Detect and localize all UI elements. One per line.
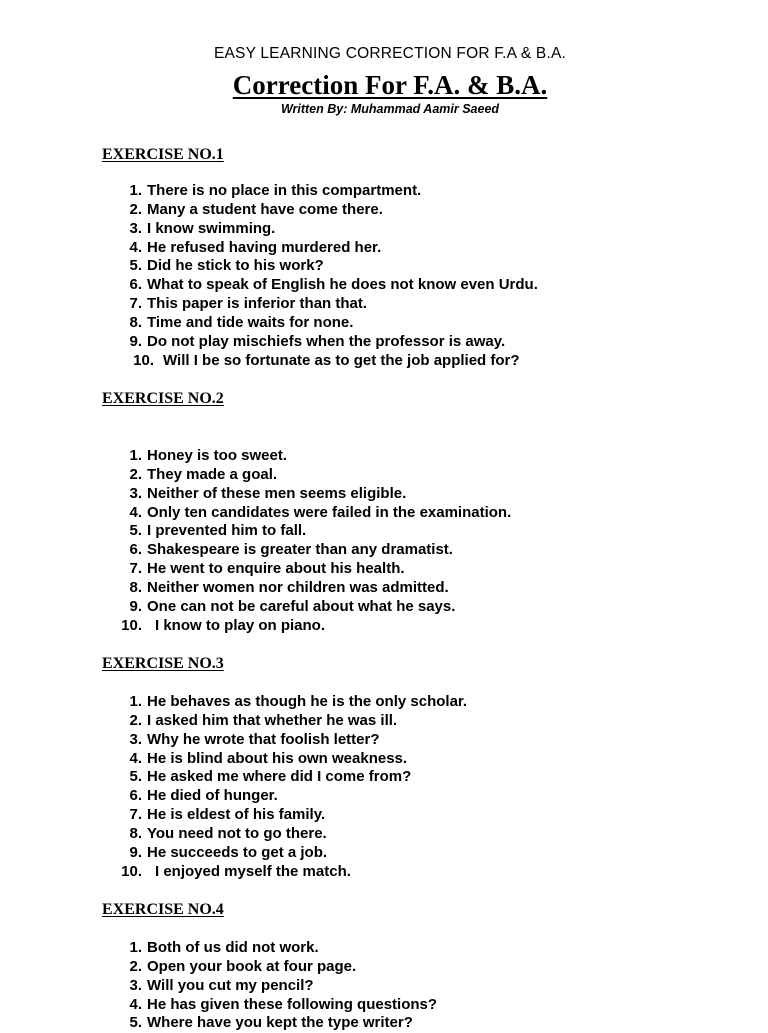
item-text: What to speak of English he does not know even Urdu. xyxy=(147,276,538,294)
item-number: 4. xyxy=(129,503,142,521)
item-text: He is eldest of his family. xyxy=(147,806,326,824)
list-item xyxy=(0,996,768,1015)
item-number: 3. xyxy=(129,219,142,237)
exercise-list xyxy=(0,182,768,370)
list-item xyxy=(0,257,768,276)
list-item xyxy=(0,693,768,712)
item-text: Both of us did not work. xyxy=(147,939,319,956)
item-number: 2. xyxy=(129,957,142,975)
item-text: He has given these following questions? xyxy=(147,995,438,1013)
item-number: 1. xyxy=(129,182,142,199)
item-number: 9. xyxy=(129,843,142,861)
item-text: Will I be so fortunate as to get the job applied for? xyxy=(163,351,520,369)
list-item xyxy=(0,239,768,258)
list-item xyxy=(0,825,768,844)
item-text: Time and tide waits for none. xyxy=(147,313,354,331)
item-text: They made a goal. xyxy=(147,465,278,483)
item-text: This paper is inferior than that. xyxy=(147,295,368,313)
list-item xyxy=(0,844,768,863)
item-number: 1. xyxy=(129,693,142,710)
item-number: 6. xyxy=(129,541,142,559)
item-text: I know swimming. xyxy=(147,219,276,237)
exercise-list xyxy=(0,939,768,1033)
item-number: 5. xyxy=(129,768,142,786)
exercise-heading: EXERCISE NO.1 xyxy=(102,146,224,163)
item-number: 10. xyxy=(121,862,142,880)
list-item xyxy=(0,504,768,523)
item-number: 7. xyxy=(129,295,142,313)
item-number: 2. xyxy=(129,711,142,729)
item-number: 9. xyxy=(129,332,142,350)
item-number: 4. xyxy=(129,995,142,1013)
item-text: Open your book at four page. xyxy=(147,957,357,975)
list-item xyxy=(0,485,768,504)
item-text: Why he wrote that foolish letter? xyxy=(147,730,380,748)
item-text: Do not play mischiefs when the professor is away. xyxy=(147,332,506,350)
item-text: He behaves as though he is the only scholar. xyxy=(147,693,468,710)
list-item xyxy=(0,731,768,750)
list-item xyxy=(0,182,768,201)
list-item xyxy=(0,220,768,239)
list-item xyxy=(0,314,768,333)
series-title: EASY LEARNING CORRECTION FOR F.A & B.A. xyxy=(213,45,567,62)
item-number: 5. xyxy=(129,522,142,540)
exercise-list xyxy=(0,447,768,635)
item-text: I know to play on piano. xyxy=(155,616,326,634)
item-number: 3. xyxy=(129,730,142,748)
item-text: Many a student have come there. xyxy=(147,200,383,218)
item-text: Only ten candidates were failed in the examination. xyxy=(147,503,512,521)
item-number: 8. xyxy=(129,578,142,596)
list-item xyxy=(0,806,768,825)
item-number: 2. xyxy=(129,465,142,483)
item-text: Neither women nor children was admitted. xyxy=(147,578,449,596)
item-number: 8. xyxy=(129,313,142,331)
item-number: 7. xyxy=(129,560,142,578)
author-line: Written By: Muhammad Aamir Saeed xyxy=(280,102,500,116)
item-text: You need not to go there. xyxy=(147,824,327,842)
exercise-heading: EXERCISE NO.4 xyxy=(102,901,224,918)
item-text: He succeeds to get a job. xyxy=(147,843,328,861)
list-item xyxy=(0,352,768,371)
list-item xyxy=(0,447,768,466)
item-number: 10. xyxy=(133,351,154,369)
item-text: He went to enquire about his health. xyxy=(147,560,405,578)
item-text: Honey is too sweet. xyxy=(147,447,288,464)
item-text: He is blind about his own weakness. xyxy=(147,749,408,767)
item-number: 5. xyxy=(129,257,142,275)
item-number: 6. xyxy=(129,787,142,805)
exercise-heading: EXERCISE NO.2 xyxy=(102,390,224,407)
list-item xyxy=(0,977,768,996)
list-item xyxy=(0,958,768,977)
list-item xyxy=(0,466,768,485)
list-item xyxy=(0,333,768,352)
item-text: Neither of these men seems eligible. xyxy=(147,484,407,502)
item-number: 4. xyxy=(129,238,142,256)
page-title: Correction For F.A. & B.A. xyxy=(232,70,548,100)
exercise-heading: EXERCISE NO.3 xyxy=(102,655,224,672)
item-number: 1. xyxy=(129,447,142,464)
list-item xyxy=(0,579,768,598)
item-number: 5. xyxy=(129,1014,142,1032)
list-item xyxy=(0,750,768,769)
item-text: I asked him that whether he was ill. xyxy=(147,711,398,729)
item-text: Shakespeare is greater than any dramatist. xyxy=(147,541,453,559)
item-number: 10. xyxy=(121,616,142,634)
list-item xyxy=(0,201,768,220)
item-number: 9. xyxy=(129,597,142,615)
list-item xyxy=(0,276,768,295)
list-item xyxy=(0,617,768,636)
list-item xyxy=(0,598,768,617)
item-text: There is no place in this compartment. xyxy=(147,182,422,199)
item-text: I prevented him to fall. xyxy=(147,522,307,540)
item-number: 2. xyxy=(129,200,142,218)
item-text: He refused having murdered her. xyxy=(147,238,382,256)
item-number: 6. xyxy=(129,276,142,294)
item-number: 3. xyxy=(129,484,142,502)
list-item xyxy=(0,939,768,958)
list-item xyxy=(0,787,768,806)
item-text: Will you cut my pencil? xyxy=(147,976,314,994)
list-item xyxy=(0,712,768,731)
item-text: Where have you kept the type writer? xyxy=(147,1014,413,1032)
list-item xyxy=(0,522,768,541)
item-number: 8. xyxy=(129,824,142,842)
list-item xyxy=(0,863,768,882)
item-text: He died of hunger. xyxy=(147,787,278,805)
item-number: 4. xyxy=(129,749,142,767)
item-number: 3. xyxy=(129,976,142,994)
item-text: One can not be careful about what he says. xyxy=(147,597,456,615)
item-number: 7. xyxy=(129,806,142,824)
item-text: He asked me where did I come from? xyxy=(147,768,412,786)
exercise-list xyxy=(0,693,768,881)
list-item xyxy=(0,768,768,787)
item-number: 1. xyxy=(129,939,142,956)
list-item xyxy=(0,295,768,314)
item-text: I enjoyed myself the match. xyxy=(155,862,351,880)
list-item xyxy=(0,541,768,560)
item-text: Did he stick to his work? xyxy=(147,257,324,275)
list-item xyxy=(0,560,768,579)
